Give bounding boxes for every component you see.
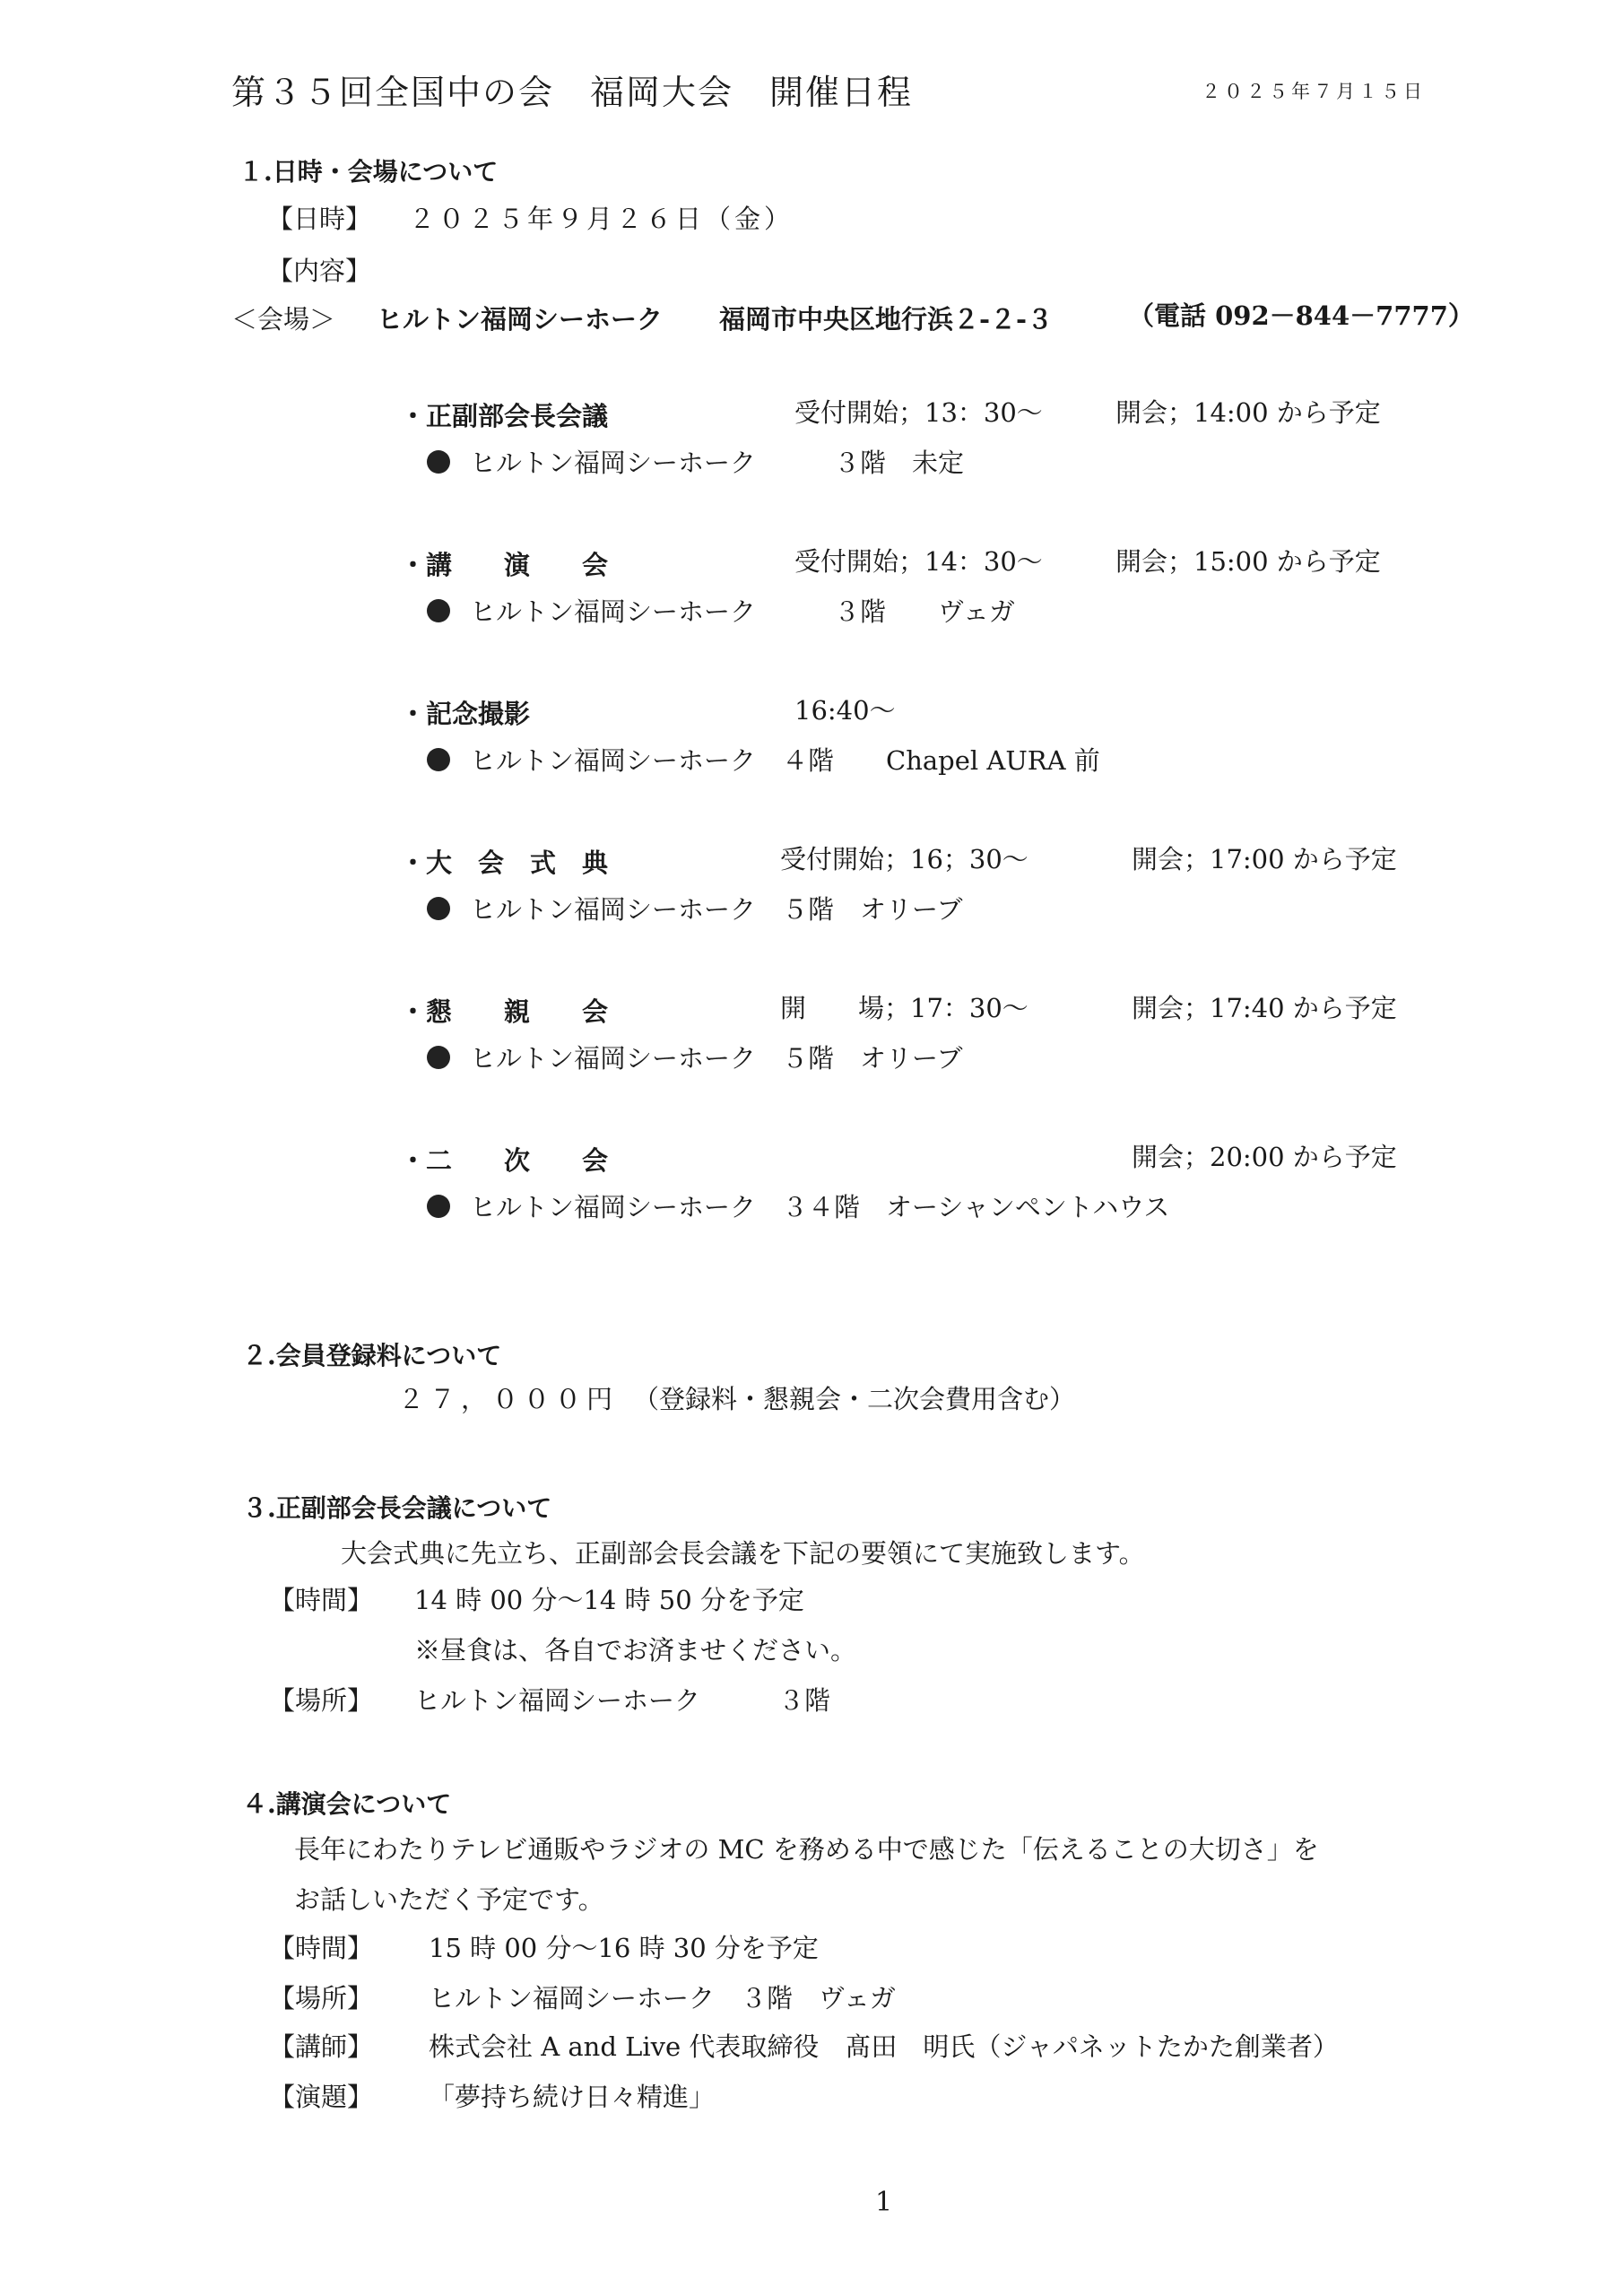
document-date: ２０２５年７月１５日	[1202, 81, 1426, 102]
event-name: ・講 演 会	[400, 550, 609, 580]
registration-fee-note: （登録料・懇親会・二次会費用含む）	[633, 1384, 1076, 1414]
section4-heading: ４.講演会について	[242, 1789, 452, 1819]
event-name: ・大 会 式 典	[400, 848, 609, 878]
event-place-row	[427, 592, 1015, 629]
event-reception: 16:40～	[794, 695, 896, 726]
section3-heading: ３.正副部会長会議について	[242, 1493, 552, 1523]
lecture-topic-value: 「夢持ち続け日々精進」	[429, 2082, 716, 2112]
venue-name: ヒルトン福岡シーホーク	[377, 304, 664, 335]
event-place: ヒルトン福岡シーホーク ５階 オリーブ	[470, 1043, 963, 1074]
event-open: 開会；20:00 から予定	[1132, 1142, 1397, 1172]
bullet-icon	[427, 748, 450, 771]
bullet-icon	[427, 599, 450, 622]
meeting-time-label: 【時間】	[269, 1585, 374, 1615]
content-label: 【内容】	[267, 256, 372, 286]
lecture-description-line1: 長年にわたりテレビ通販やラジオの MC を務める中で感じた「伝えることの大切さ」を	[294, 1834, 1319, 1865]
lecture-time-label: 【時間】	[269, 1933, 374, 1963]
event-open: 開会；17:40 から予定	[1132, 993, 1397, 1023]
event-place-row	[427, 890, 963, 926]
lecture-topic-label: 【演題】	[269, 2082, 374, 2112]
event-reception: 受付開始；13：30～	[794, 397, 1043, 428]
lecture-place-value: ヒルトン福岡シーホーク ３階 ヴェガ	[429, 1983, 896, 2013]
section3-intro: 大会式典に先立ち、正副部会長会議を下記の要領にて実施致します。	[341, 1538, 1145, 1569]
page-number: 1	[875, 2187, 893, 2218]
bullet-icon	[427, 450, 450, 474]
event-place-row	[427, 1187, 1169, 1224]
bullet-icon	[427, 1046, 450, 1069]
event-open: 開会；17:00 から予定	[1132, 844, 1397, 874]
lecturer-value: 株式会社 A and Live 代表取締役 髙田 明氏（ジャパネットたかた創業者）	[429, 2031, 1339, 2062]
page-title: 第３５回全国中の会 福岡大会 開催日程	[231, 73, 914, 112]
registration-fee: ２７，０００円	[398, 1384, 619, 1414]
event-open: 開会；15:00 から予定	[1115, 546, 1381, 577]
section2-heading: ２.会員登録料について	[242, 1341, 502, 1370]
event-place: ヒルトン福岡シーホーク ３階 ヴェガ	[470, 596, 1015, 627]
venue-address: 福岡市中央区地行浜２-２-３	[719, 304, 1054, 335]
event-place-row	[427, 1039, 963, 1075]
event-name: ・正副部会長会議	[400, 401, 609, 431]
datetime-value: ２０２５年９月２６日（金）	[409, 204, 794, 234]
lecture-time-value: 15 時 00 分～16 時 30 分を予定	[429, 1933, 819, 1963]
event-name: ・記念撮影	[400, 699, 531, 729]
datetime-label: 【日時】	[267, 204, 372, 234]
event-open: 開会；14:00 から予定	[1115, 397, 1381, 428]
meeting-time-note: ※昼食は、各自でお済ませください。	[414, 1635, 857, 1665]
section1-heading: １.日時・会場について	[239, 157, 499, 187]
event-place-row	[427, 741, 1100, 778]
bullet-icon	[427, 897, 450, 920]
venue-label: ＜会場＞	[231, 304, 336, 335]
lecture-place-label: 【場所】	[269, 1983, 374, 2013]
event-place-row	[427, 443, 964, 480]
lecture-description-line2: お話しいただく予定です。	[294, 1884, 604, 1915]
bullet-icon	[427, 1195, 450, 1218]
event-place: ヒルトン福岡シーホーク ３階 未定	[470, 448, 965, 478]
event-reception: 開 場；17：30～	[780, 993, 1028, 1023]
meeting-time-value: 14 時 00 分～14 時 50 分を予定	[414, 1585, 804, 1615]
event-name: ・懇 親 会	[400, 996, 609, 1027]
event-name: ・二 次 会	[400, 1145, 609, 1176]
meeting-place-label: 【場所】	[269, 1685, 374, 1716]
event-place: ヒルトン福岡シーホーク ４階 Chapel AURA 前	[470, 745, 1100, 776]
venue-phone: （電話 092－844－7777）	[1128, 300, 1474, 331]
event-reception: 受付開始；16；30～	[780, 844, 1028, 874]
meeting-place-value: ヒルトン福岡シーホーク ３階	[414, 1685, 831, 1716]
event-place: ヒルトン福岡シーホーク ３４階 オーシャンペントハウス	[470, 1192, 1170, 1222]
event-place: ヒルトン福岡シーホーク ５階 オリーブ	[470, 894, 963, 925]
event-reception: 受付開始；14：30～	[794, 546, 1043, 577]
lecturer-label: 【講師】	[269, 2031, 374, 2062]
